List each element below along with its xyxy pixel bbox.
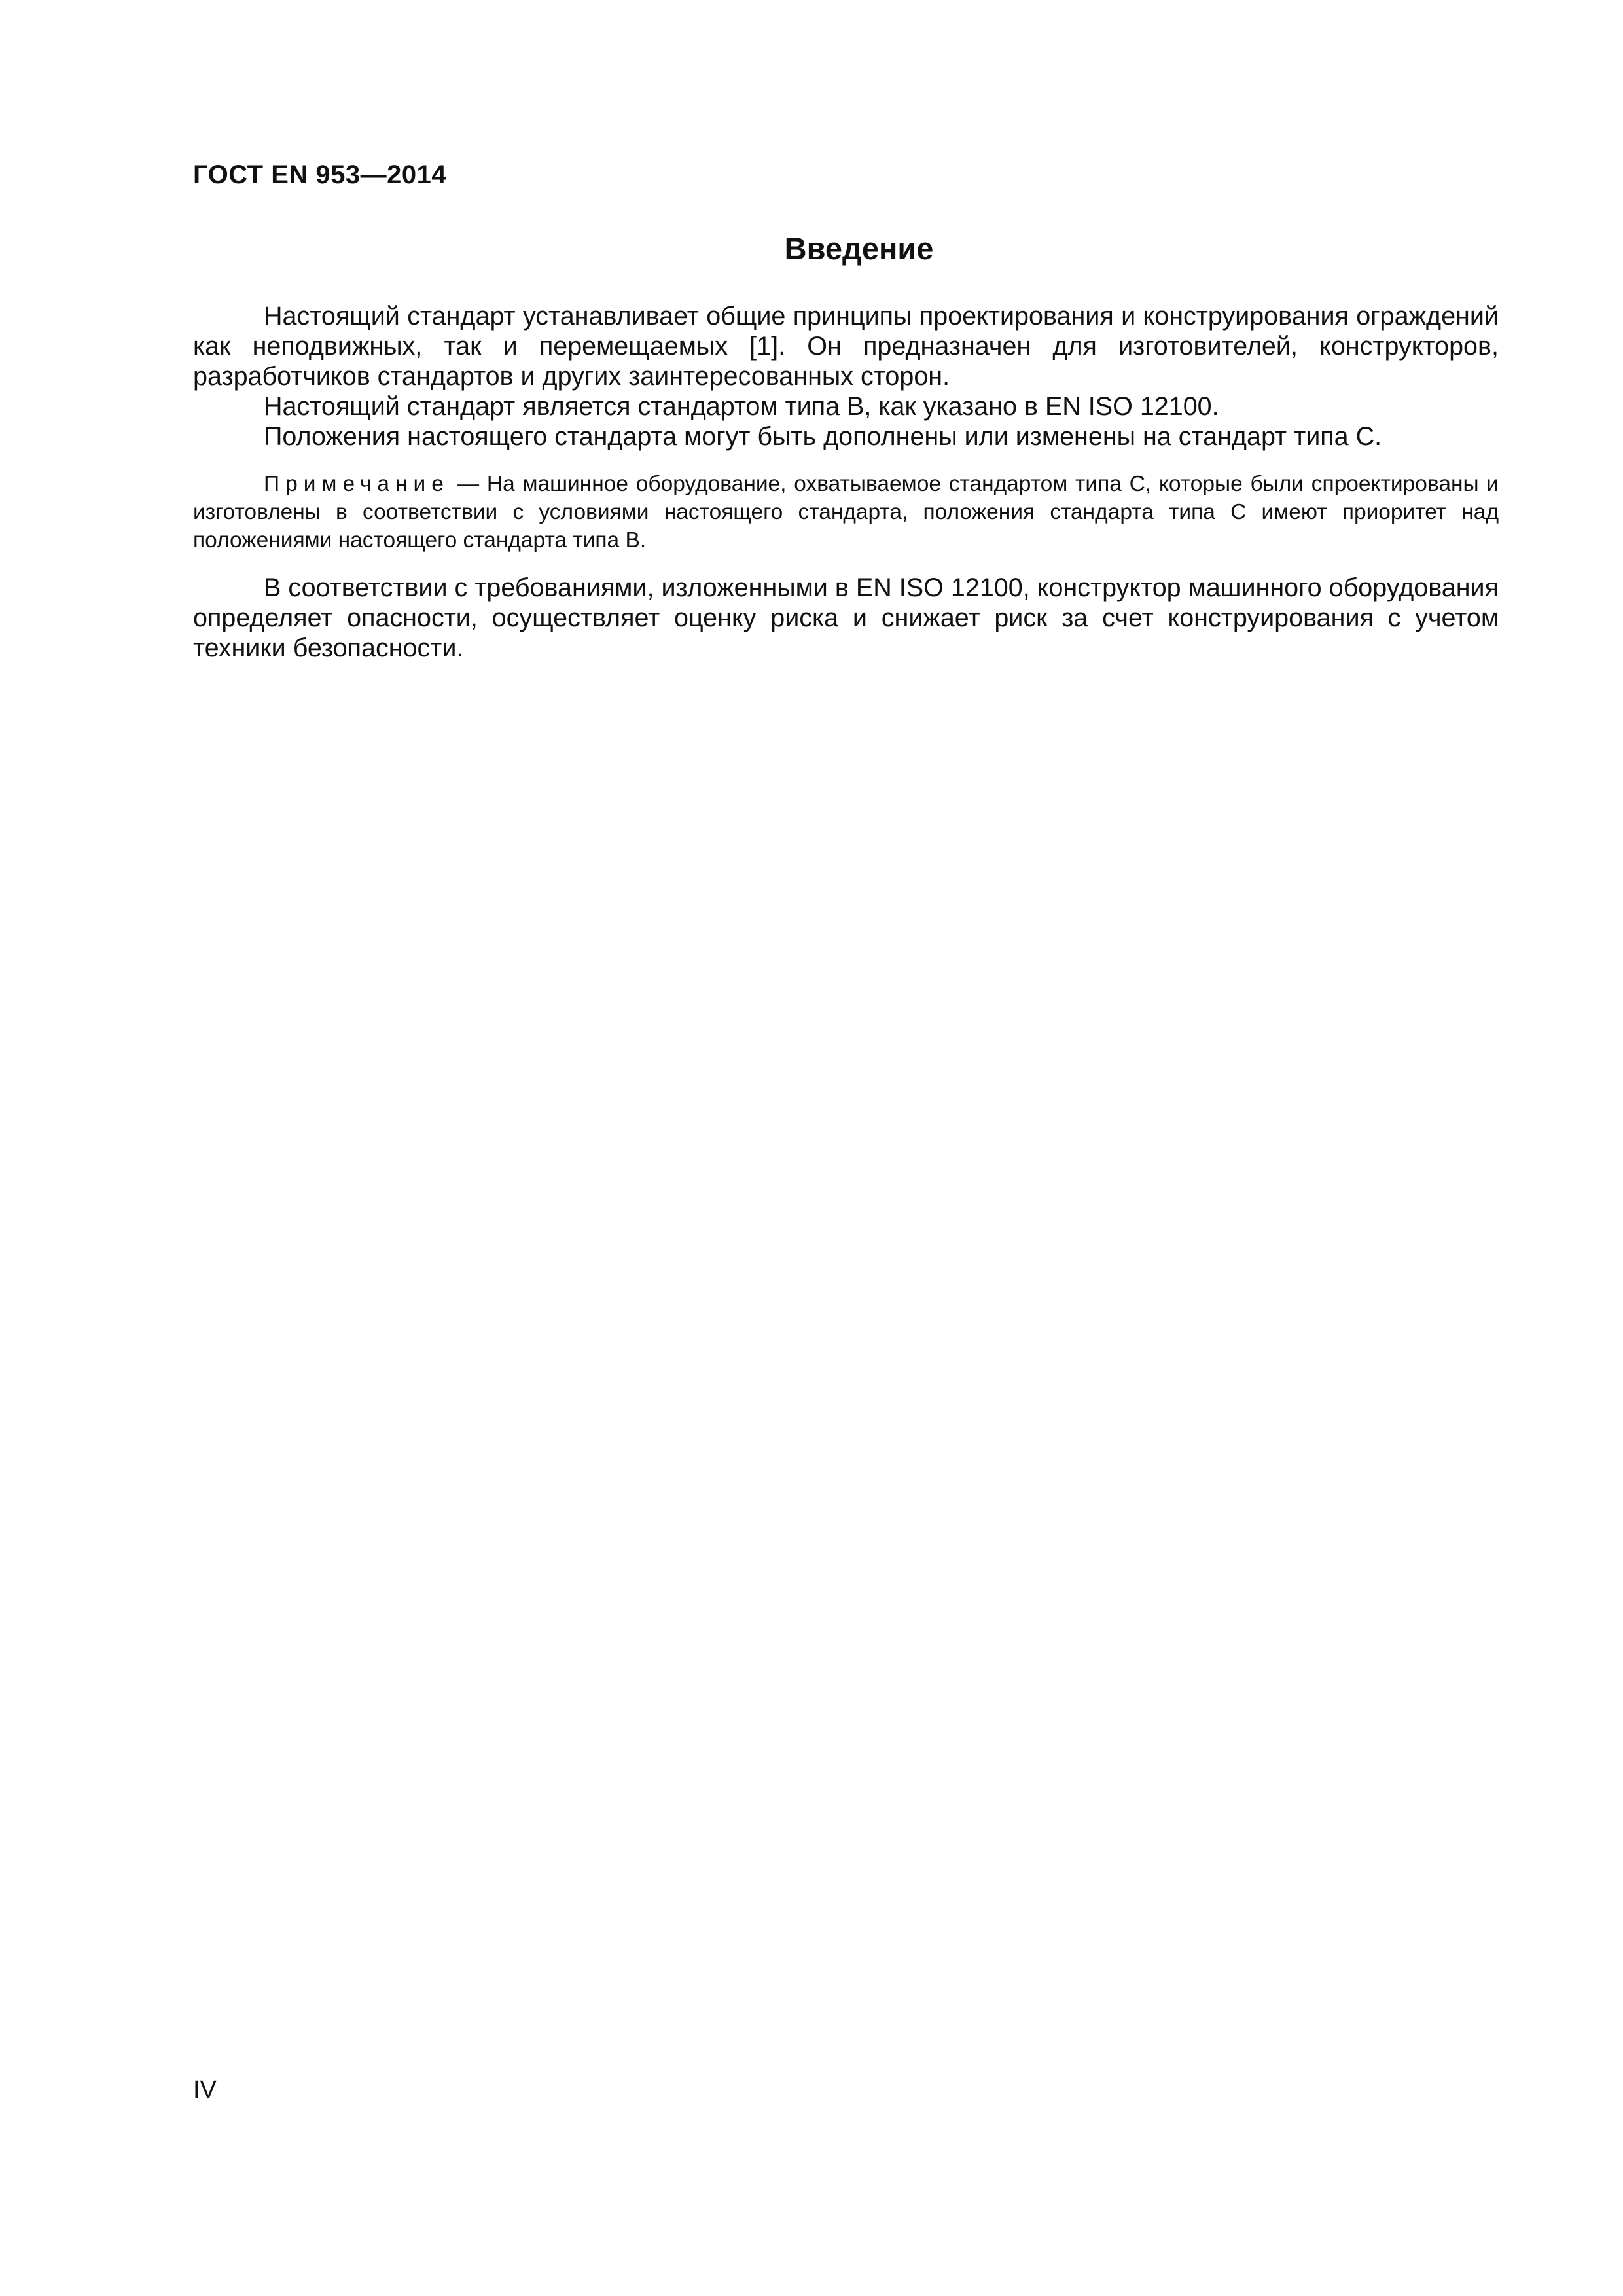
paragraph-type-b: Настоящий стандарт является стандартом типа В, как указано в EN ISO 12100.: [264, 392, 1219, 421]
note-label: Примечание: [264, 472, 450, 496]
note-text: — На машинное оборудование, охватываемое стандартом типа С, которые были спроектированы и изготовлены в соответствии с условиями настоящего стандарта, положения стандарта типа С имеют приоритет над положениями настоящего стандарта типа В.: [193, 472, 1499, 552]
section-title: Введение: [784, 231, 934, 266]
paragraph-scope: Настоящий стандарт устанавливает общие принципы проектирования и конструирования ограждений как неподвижных, так и перемещаемых [1]. Он предназначен для изготовителей, конструкторов, разработчиков стандартов и других заинтересованных сторон.: [193, 302, 1499, 391]
document-header-code: ГОСТ EN 953—2014: [193, 160, 447, 189]
note: [193, 470, 1499, 554]
paragraph-type-c: Положения настоящего стандарта могут быть дополнены или изменены на стандарт типа С.: [264, 422, 1382, 451]
paragraph-risk-assessment: В соответствии с требованиями, изложенными в EN ISO 12100, конструктор машинного оборудования определяет опасности, осуществляет оценку риска и снижает риск за счет конструирования с учетом техники безопасности.: [193, 573, 1499, 662]
page-number: IV: [193, 2076, 217, 2104]
document-body: [193, 301, 1499, 663]
